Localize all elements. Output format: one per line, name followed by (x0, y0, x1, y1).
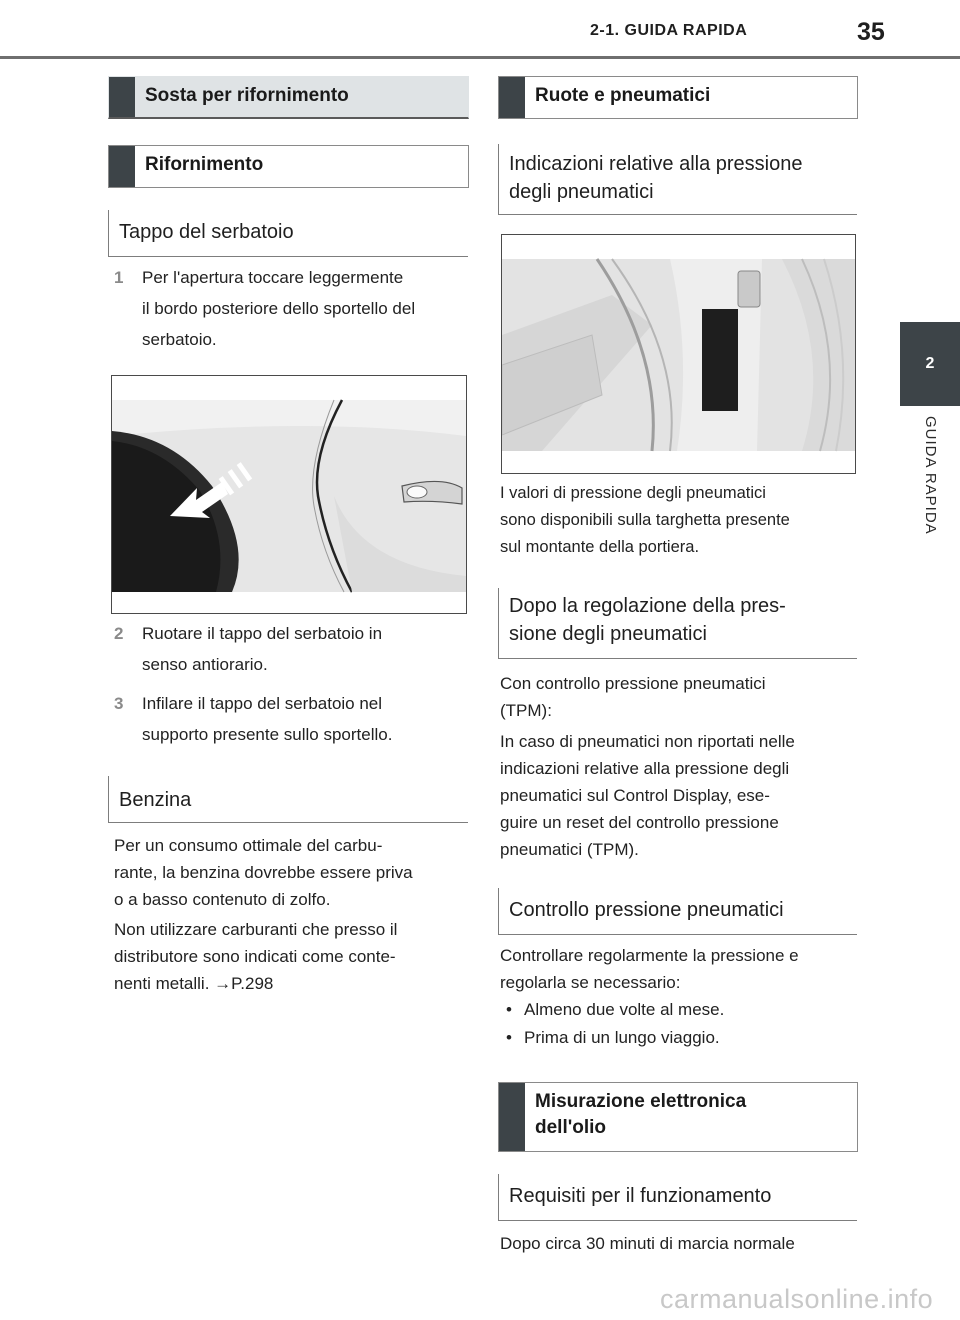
bullet-list (500, 996, 856, 1052)
subheading-controllo-text: Controllo pressione pneumatici (509, 899, 784, 921)
text-line: regolarla se necessario: (500, 973, 681, 992)
text-line: degli pneumatici (509, 181, 654, 203)
subheading-benzina (108, 776, 468, 823)
text-line: (TPM): (500, 701, 552, 720)
step-number: 3 (114, 694, 124, 713)
text-line: pneumatici sul Control Display, ese- (500, 786, 770, 805)
list-item-text: Almeno due volte al mese. (524, 1000, 725, 1019)
paragraph-benzina-2 (114, 916, 464, 997)
text-line: I valori di pressione degli pneumatici (500, 484, 766, 502)
chapter-tab-label[interactable] (900, 406, 960, 666)
list-item (500, 1024, 856, 1052)
text-line: Misurazione elettronica (535, 1091, 747, 1112)
subheading-requisiti-text: Requisiti per il funzionamento (509, 1185, 772, 1207)
text-line: sono disponibili sulla targhetta presente (500, 511, 790, 529)
heading-sosta-text: Sosta per rifornimento (145, 85, 349, 106)
heading-ruote-text: Ruote e pneumatici (535, 85, 711, 106)
step-2 (114, 620, 464, 678)
text-line: dell'olio (535, 1117, 607, 1138)
paragraph-tpm-2 (500, 728, 856, 863)
list-item-text: Prima di un lungo viaggio. (524, 1028, 720, 1047)
chapter-label-text: GUIDA RAPIDA (922, 416, 939, 535)
text-line: distributore sono indicati come conte- (114, 947, 396, 966)
step-line: il bordo posteriore dello sportello del (142, 299, 416, 318)
subheading-controllo (498, 888, 857, 935)
subheading-dopo-text (509, 592, 851, 648)
text-line: indicazioni relative alla pressione degli (500, 759, 790, 778)
subheading-tappo-text: Tappo del serbatoio (119, 221, 294, 243)
paragraph-controllo (500, 942, 856, 996)
text-line: pneumatici (TPM). (500, 840, 639, 859)
paragraph-valori (500, 480, 856, 561)
step-line: Ruotare il tappo del serbatoio in (142, 624, 383, 643)
text-line: o a basso contenuto di zolfo. (114, 890, 331, 909)
text-line: Controllare regolarmente la pressione e (500, 946, 799, 965)
text-line: Per un consumo ottimale del carbu- (114, 836, 383, 855)
text-line: rante, la benzina dovrebbe essere priva (114, 863, 413, 882)
step-number: 2 (114, 624, 124, 643)
list-item (500, 996, 856, 1024)
step-number: 1 (114, 268, 124, 287)
bullet-icon: • (506, 1028, 512, 1047)
step-1 (114, 264, 464, 353)
chapter-tab-number[interactable]: 2 (900, 322, 960, 406)
subheading-indicazioni-text (509, 150, 851, 206)
section-title: 2-1. GUIDA RAPIDA (590, 22, 748, 39)
subheading-requisiti (498, 1174, 857, 1221)
paragraph-tpm-1 (500, 670, 856, 724)
paragraph-requisiti: Dopo circa 30 minuti di marcia normale (500, 1234, 795, 1253)
heading-misurazione (498, 1082, 858, 1152)
heading-rifornimento (108, 145, 469, 188)
text-line: sul montante della portiera. (500, 538, 700, 556)
step-line: supporto presente sullo sportello. (142, 725, 393, 744)
figure-fuel-door (111, 375, 467, 614)
step-line: senso antiorario. (142, 655, 268, 674)
subheading-dopo (498, 588, 857, 659)
step-line: Per l'apertura toccare leggermente (142, 268, 404, 287)
text-line: guire un reset del controllo pressione (500, 813, 779, 832)
watermark: carmanualsonline.info (660, 1284, 934, 1314)
heading-rifornimento-text: Rifornimento (145, 154, 264, 175)
heading-bar (109, 146, 135, 187)
text-line: Non utilizzare carburanti che presso il (114, 920, 398, 939)
heading-bar (109, 77, 135, 117)
text-line: In caso di pneumatici non riportati nelle (500, 732, 795, 751)
step-line: Infilare il tappo del serbatoio nel (142, 694, 383, 713)
step-line: serbatoio. (142, 330, 217, 349)
text-line: Indicazioni relative alla pressione (509, 153, 803, 175)
step-3 (114, 690, 464, 748)
heading-misurazione-text (535, 1089, 849, 1141)
page-number: 35 (857, 18, 885, 46)
bullet-icon: • (506, 1000, 512, 1019)
subheading-tappo (108, 210, 468, 257)
heading-sosta (108, 76, 469, 119)
heading-bar (499, 77, 525, 118)
subheading-indicazioni (498, 144, 857, 215)
subheading-benzina-text: Benzina (119, 789, 192, 811)
text-line: sione degli pneumatici (509, 623, 707, 645)
page-reference-link[interactable]: nenti metalli. →P.298 (114, 974, 274, 993)
header-rule (0, 56, 960, 59)
heading-bar (499, 1083, 525, 1151)
heading-ruote (498, 76, 858, 119)
paragraph-benzina-1 (114, 832, 464, 913)
text-line: Con controllo pressione pneumatici (500, 674, 766, 693)
figure-door-pillar (501, 234, 856, 474)
text-line: Dopo la regolazione della pres- (509, 595, 786, 617)
